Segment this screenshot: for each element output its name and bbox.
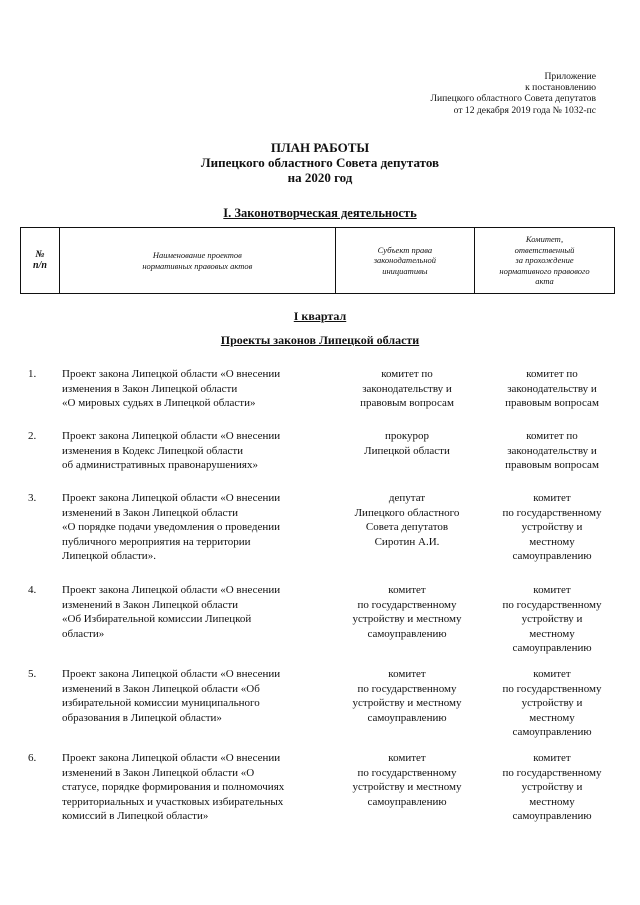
- list-item: [0, 491, 640, 583]
- list-item: [0, 583, 640, 667]
- row-title: Проект закона Липецкой области «О внесении изменения в Закон Липецкой области «О мировых судьях в Липецкой области»: [62, 368, 281, 409]
- table-header: [20, 227, 615, 294]
- list-item: [0, 367, 640, 429]
- row-subject: прокурор Липецкой области: [364, 430, 450, 457]
- appendix-line: к постановлению: [525, 82, 596, 94]
- section-heading: I. Законотворческая деятельность: [223, 206, 417, 220]
- row-subject: депутат Липецкого областного Совета депутатов Сиротин А.И.: [354, 492, 460, 548]
- projects-heading: Проекты законов Липецкой области: [220, 333, 420, 347]
- appendix-line: Приложение: [544, 71, 596, 82]
- header-title: Наименование проектов нормативных правовых актов: [59, 228, 335, 294]
- title-line-1: ПЛАН РАБОТЫ: [270, 140, 370, 155]
- header-committee: Комитет, ответственный за прохождение нормативного правового акта: [475, 228, 615, 294]
- row-committee: комитет по государственному устройству и местному самоуправлению: [502, 492, 602, 562]
- row-committee: комитет по государственному устройству и местному самоуправлению: [502, 668, 602, 738]
- appendix-line: от 12 декабря 2019 года № 1032-пс: [453, 104, 596, 116]
- row-subject: комитет по государственному устройству и местному самоуправлению: [352, 752, 462, 808]
- row-committee: комитет по законодательству и правовым вопросам: [505, 368, 599, 409]
- list-item: [0, 667, 640, 751]
- row-subject: комитет по законодательству и правовым вопросам: [360, 368, 454, 409]
- document-title: [0, 140, 640, 185]
- row-number: 5.: [28, 668, 37, 680]
- projects-list: [0, 367, 640, 835]
- row-committee: комитет по законодательству и правовым вопросам: [505, 430, 599, 471]
- row-number: 4.: [28, 584, 37, 596]
- row-title: Проект закона Липецкой области «О внесении изменений в Закон Липецкой области «Об избирательной комиссии муниципального образования в Липецкой области»: [62, 668, 281, 724]
- list-item: [0, 429, 640, 491]
- appendix-block: [336, 71, 596, 116]
- title-line-2: Липецкого областного Совета депутатов: [200, 155, 440, 170]
- row-number: 6.: [28, 752, 37, 764]
- row-number: 3.: [28, 492, 37, 504]
- header-num: № п/п: [21, 228, 60, 294]
- row-title: Проект закона Липецкой области «О внесении изменений в Закон Липецкой области «О порядке подачи уведомления о проведении публичного мероприятия на территории Липецкой области».: [62, 492, 281, 562]
- title-line-3: на 2020 год: [287, 170, 353, 185]
- row-title: Проект закона Липецкой области «О внесении изменения в Кодекс Липецкой области об административных правонарушениях»: [62, 430, 281, 471]
- row-subject: комитет по государственному устройству и местному самоуправлению: [352, 584, 462, 640]
- appendix-line: Липецкого областного Совета депутатов: [430, 93, 596, 105]
- list-item: [0, 751, 640, 835]
- quarter-heading: I квартал: [293, 309, 347, 323]
- row-subject: комитет по государственному устройству и местному самоуправлению: [352, 668, 462, 724]
- row-title: Проект закона Липецкой области «О внесении изменений в Закон Липецкой области «О статусе, порядке формирования и полномочиях территориальных и участковых избирательных комиссий в Липецкой области»: [62, 752, 285, 822]
- row-committee: комитет по государственному устройству и местному самоуправлению: [502, 584, 602, 654]
- row-number: 2.: [28, 430, 37, 442]
- header-subject: Субъект права законодательной инициативы: [335, 228, 474, 294]
- row-title: Проект закона Липецкой области «О внесении изменений в Закон Липецкой области «Об Избирательной комиссии Липецкой области»: [62, 584, 281, 640]
- row-number: 1.: [28, 368, 37, 380]
- row-committee: комитет по государственному устройству и местному самоуправлению: [502, 752, 602, 822]
